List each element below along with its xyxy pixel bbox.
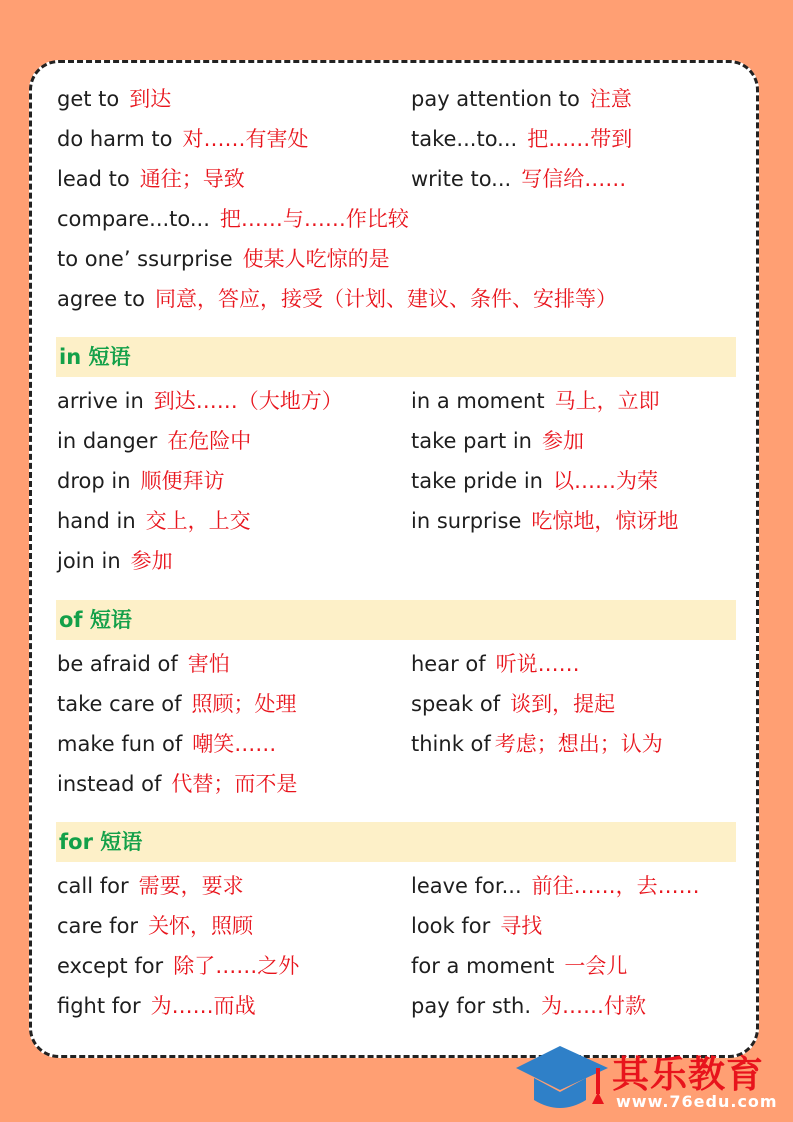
phrase-chinese: 代替；而不是 [171,772,298,796]
phrase-english: take...to... [411,127,518,151]
phrase-chinese: 为……而战 [150,994,256,1018]
phrase-entry [411,421,584,461]
brand-name: 其乐教育 [612,1053,764,1096]
phrase-entry [411,79,632,119]
phrase-chinese: 参加 [542,429,584,453]
phrase-english: pay for sth. [411,994,532,1018]
phrase-chinese: 嘲笑…… [192,732,277,756]
phrase-entry [57,501,251,541]
phrase-english: call for [57,874,129,898]
phrase-english: lead to [57,167,130,191]
phrase-english: in danger [57,429,158,453]
section-header-in [56,337,736,377]
phrase-english: hear of [411,652,486,676]
phrase-english: do harm to [57,127,173,151]
phrase-entry [411,461,658,501]
phrase-entry [57,644,230,684]
phrase-chinese: 害怕 [187,652,230,676]
section-header-of [56,600,736,640]
phrase-entry [411,684,615,724]
phrase-entry [57,159,245,199]
phrase-english: take pride in [411,469,543,493]
phrase-chinese: 写信给…… [521,167,627,191]
phrase-entry [411,866,700,906]
phrase-english: fight for [57,994,141,1018]
phrase-english: take part in [411,429,532,453]
phrase-chinese: 考虑；想出；认为 [494,732,663,756]
phrase-entry [57,119,309,159]
phrase-chinese: 把……与……作比较 [219,207,409,231]
phrase-entry [411,159,626,199]
phrase-chinese: 关怀，照顾 [148,914,254,938]
phrase-english: make fun of [57,732,183,756]
phrase-english: take care of [57,692,182,716]
phrase-chinese: 寻找 [500,914,543,938]
phrase-english: in surprise [411,509,522,533]
phrase-entry [57,461,225,501]
phrase-entry [411,724,663,764]
phrase-english: be afraid of [57,652,178,676]
phrase-chinese: 使某人吃惊的是 [242,247,390,271]
phrase-entry [57,79,171,119]
phrase-chinese: 到达……（大地方） [153,389,343,413]
phrase-entry [57,381,343,421]
phrase-english: for a moment [411,954,555,978]
phrase-chinese: 前往……，去…… [531,874,700,898]
phrase-entry [411,644,580,684]
phrase-entry [411,501,678,541]
phrase-entry [57,239,390,279]
brand-logo [512,1040,787,1118]
phrase-entry [57,866,244,906]
phrase-chinese: 到达 [129,87,172,111]
phrase-english: write to... [411,167,512,191]
phrase-english: compare...to... [57,207,210,231]
phrase-chinese: 在危险中 [167,429,252,453]
phrase-english: join in [57,549,121,573]
phrase-chinese: 参加 [130,549,173,573]
phrase-chinese: 谈到，提起 [510,692,616,716]
phrase-chinese: 同意，答应，接受（计划、建议、条件、安排等） [154,287,617,311]
phrase-english: agree to [57,287,145,311]
phrase-chinese: 马上，立即 [554,389,660,413]
phrase-chinese: 对……有害处 [182,127,309,151]
phrase-chinese: 需要，要求 [138,874,244,898]
phrase-entry [411,986,646,1026]
phrase-entry [57,724,276,764]
phrase-english: hand in [57,509,136,533]
brand-url: www.76edu.com [616,1092,778,1111]
phrase-english: speak of [411,692,501,716]
phrase-english: pay attention to [411,87,580,111]
phrase-entry [57,764,297,804]
phrase-english: leave for... [411,874,522,898]
phrase-chinese: 以……为荣 [552,469,658,493]
phrase-english: drop in [57,469,131,493]
phrase-english: care for [57,914,139,938]
section-title: in 短语 [59,345,131,369]
section-title: of 短语 [59,608,132,632]
phrase-entry [411,119,632,159]
phrase-english: get to [57,87,120,111]
phrase-english: to one’ ssurprise [57,247,233,271]
phrase-english: arrive in [57,389,144,413]
phrase-entry [57,906,253,946]
phrase-entry [57,684,297,724]
phrase-chinese: 把……带到 [527,127,633,151]
phrase-entry [57,199,409,239]
phrase-chinese: 照顾；处理 [191,692,297,716]
phrase-english: look for [411,914,491,938]
section-title: for 短语 [59,830,143,854]
phrase-english: instead of [57,772,162,796]
phrase-entry [57,279,617,319]
phrase-chinese: 听说…… [495,652,580,676]
phrase-entry [411,381,660,421]
phrase-chinese: 注意 [589,87,632,111]
phrase-chinese: 一会儿 [564,954,628,978]
phrase-entry [411,906,542,946]
phrase-english: in a moment [411,389,545,413]
phrase-chinese: 交上，上交 [145,509,251,533]
graduation-cap-icon [512,1042,612,1118]
phrase-entry [57,946,299,986]
phrase-chinese: 为……付款 [541,994,647,1018]
phrase-entry [411,946,627,986]
phrase-english: except for [57,954,164,978]
phrase-entry [57,986,256,1026]
phrase-entry [57,421,251,461]
section-header-for [56,822,736,862]
phrase-english: think of [411,732,491,756]
phrase-chinese: 通往；导致 [139,167,245,191]
phrase-chinese: 顺便拜访 [140,469,225,493]
phrase-entry [57,541,173,581]
phrase-chinese: 除了……之外 [173,954,300,978]
phrase-chinese: 吃惊地，惊讶地 [531,509,679,533]
